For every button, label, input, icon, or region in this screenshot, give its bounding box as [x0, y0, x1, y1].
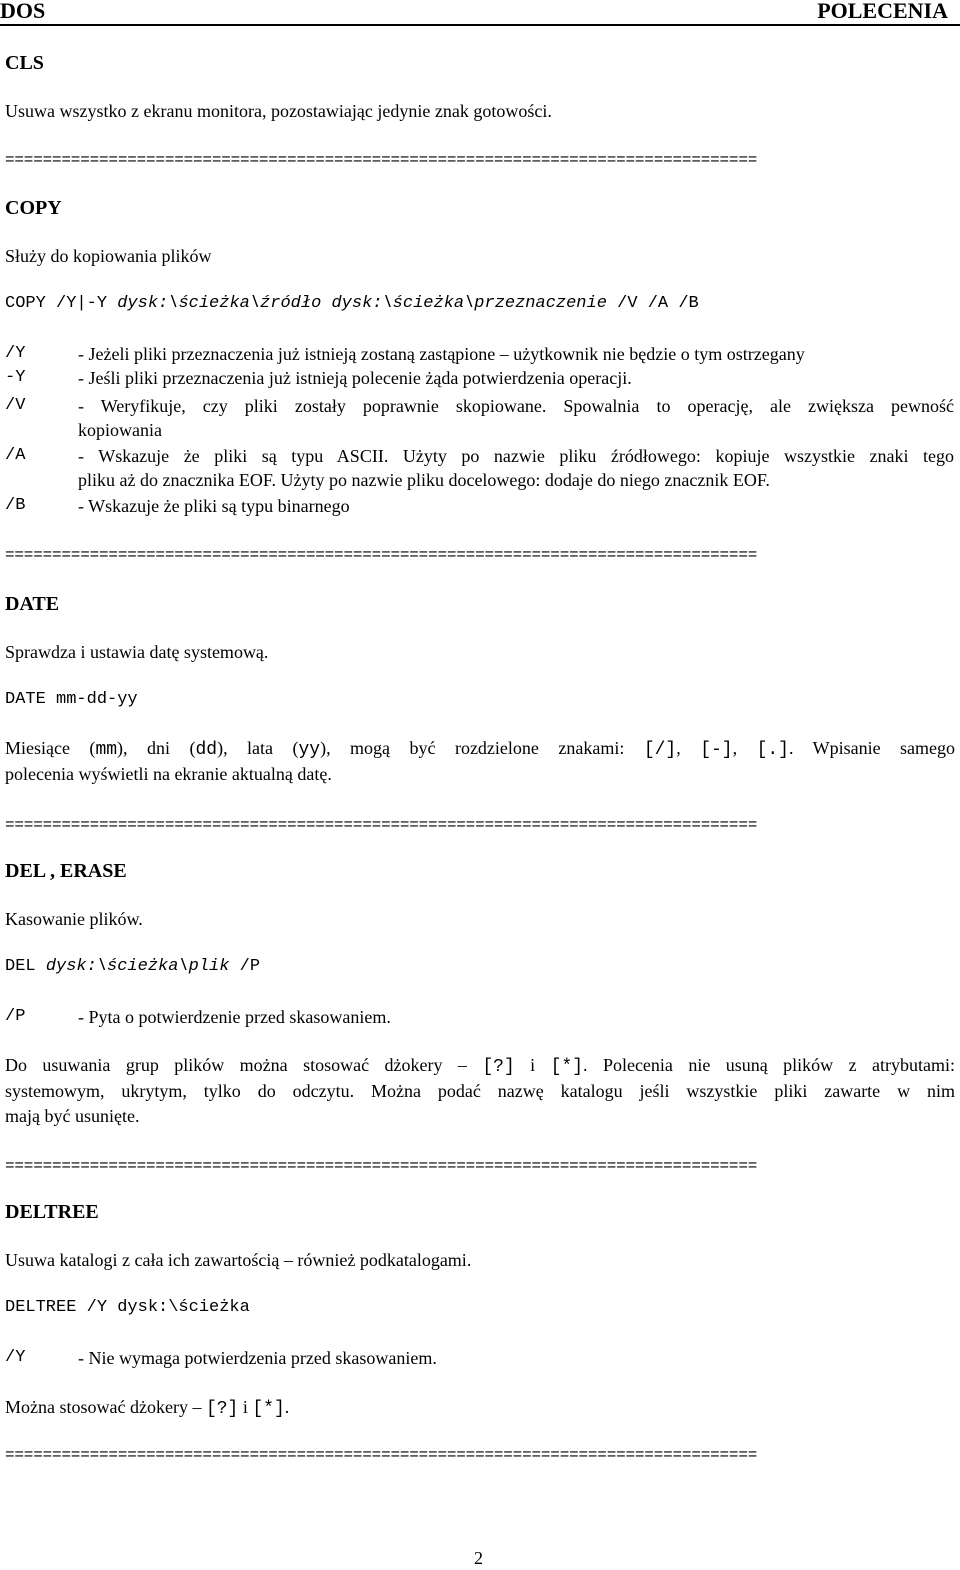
- separator: ================================================================================: [5, 816, 758, 834]
- note-text: ), dni (: [117, 738, 196, 758]
- copy-syntax-cmd: COPY /Y: [5, 294, 77, 313]
- copy-syntax: [5, 292, 699, 316]
- note-code: [-]: [700, 740, 733, 760]
- cls-description: Usuwa wszystko z ekranu monitora, pozostawiając jedynie znak gotowości.: [5, 101, 552, 121]
- date-note: [5, 736, 955, 762]
- note-code: [?]: [482, 1057, 515, 1077]
- option-desc: - Wskazuje że pliki są typu ASCII. Użyty po nazwie pliku źródłowego: kopiuje wszystkie znaki tego: [78, 446, 954, 466]
- page-number: 2: [474, 1548, 483, 1568]
- note-text: Do usuwania grup plików można stosować dżokery –: [5, 1055, 483, 1075]
- del-syntax-cmd: DEL: [5, 957, 46, 976]
- header-left: DOS: [0, 0, 46, 23]
- header-right: POLECENIA: [817, 0, 948, 23]
- option-desc-cont: pliku aż do znacznika EOF. Użyty po nazwie pliku docelowego: dodaje do niego znacznik EOF.: [78, 470, 770, 490]
- option-desc: - Wskazuje że pliki są typu binarnego: [78, 496, 350, 516]
- section-title-date: DATE: [5, 593, 60, 615]
- note-text: i: [514, 1055, 551, 1075]
- date-note-line2: polecenia wyświetli na ekranie aktualną datę.: [5, 764, 332, 784]
- separator: ================================================================================: [5, 1157, 758, 1175]
- del-description: Kasowanie plików.: [5, 909, 143, 929]
- option-desc: - Jeśli pliki przeznaczenia już istnieją polecenie żąda potwierdzenia operacji.: [78, 368, 632, 388]
- date-syntax: DATE mm-dd-yy: [5, 690, 138, 709]
- note-text: i: [238, 1397, 253, 1417]
- deltree-syntax: DELTREE /Y dysk:\ścieżka: [5, 1298, 250, 1317]
- option-flag: /A: [5, 446, 26, 465]
- note-text: ), mogą być rozdzielone znakami:: [320, 738, 644, 758]
- del-syntax: [5, 955, 260, 979]
- note-text: ,: [732, 738, 757, 758]
- separator: ================================================================================: [5, 151, 758, 169]
- section-title-deltree: DELTREE: [5, 1201, 99, 1223]
- note-code: dd: [195, 740, 218, 760]
- option-flag: /V: [5, 396, 26, 415]
- note-code: [?]: [205, 1399, 239, 1419]
- option-desc-cont: kopiowania: [78, 420, 162, 440]
- note-code: mm: [95, 740, 118, 760]
- option-desc: - Weryfikuje, czy pliki zostały poprawnie skopiowane. Spowalnia to operację, ale zwiększa pewność: [78, 396, 954, 416]
- note-code: yy: [298, 740, 321, 760]
- section-title-cls: CLS: [5, 52, 44, 74]
- copy-syntax-path: dysk:\ścieżka\źródło dysk:\ścieżka\przeznaczenie: [117, 294, 607, 313]
- option-desc: - Pyta o potwierdzenie przed skasowaniem.: [78, 1007, 391, 1027]
- header-rule: [0, 24, 960, 26]
- note-code: [*]: [252, 1399, 285, 1419]
- option-desc: - Nie wymaga potwierdzenia przed skasowaniem.: [78, 1348, 437, 1368]
- del-note-line1: [5, 1053, 955, 1079]
- separator: ================================================================================: [5, 546, 758, 564]
- del-note-line3: mają być usunięte.: [5, 1106, 140, 1126]
- section-title-copy: COPY: [5, 197, 62, 219]
- note-code: [/]: [643, 740, 677, 760]
- separator: ================================================================================: [5, 1446, 758, 1464]
- date-description: Sprawdza i ustawia datę systemową.: [5, 642, 269, 662]
- option-flag: /P: [5, 1007, 26, 1026]
- option-flag: /B: [5, 496, 26, 515]
- deltree-description: Usuwa katalogi z cała ich zawartością – również podkatalogami.: [5, 1250, 472, 1270]
- del-syntax-path: dysk:\ścieżka\plik: [45, 957, 230, 976]
- option-flag: /Y: [5, 344, 26, 363]
- note-text: ,: [676, 738, 701, 758]
- option-flag: /Y: [5, 1348, 26, 1367]
- section-title-del: DEL , ERASE: [5, 860, 127, 882]
- del-syntax-tail: /P: [229, 957, 261, 976]
- note-text: .: [284, 1397, 290, 1417]
- note-code: [.]: [756, 740, 789, 760]
- note-text: Można stosować dżokery –: [5, 1397, 206, 1417]
- note-text: . Polecenia nie usuną plików z atrybutami:: [583, 1055, 955, 1075]
- del-note-line2: systemowym, ukrytym, tylko do odczytu. Można podać nazwę katalogu jeśli wszystkie pliki zawarte w nim: [5, 1081, 955, 1101]
- copy-description: Służy do kopiowania plików: [5, 246, 212, 266]
- copy-syntax-mid: -Y: [86, 294, 118, 313]
- option-desc: - Jeżeli pliki przeznaczenia już istnieją zostaną zastąpione – użytkownik nie będzie o tym ostrzegany: [78, 344, 805, 364]
- deltree-note: [5, 1395, 289, 1421]
- copy-syntax-tail: /V /A /B: [606, 294, 699, 313]
- note-text: Miesiące (: [5, 738, 96, 758]
- note-code: [*]: [550, 1057, 584, 1077]
- note-text: . Wpisanie samego: [788, 738, 956, 758]
- option-flag: -Y: [5, 368, 26, 387]
- syntax-divider: |: [76, 294, 87, 313]
- note-text: ), lata (: [217, 738, 299, 758]
